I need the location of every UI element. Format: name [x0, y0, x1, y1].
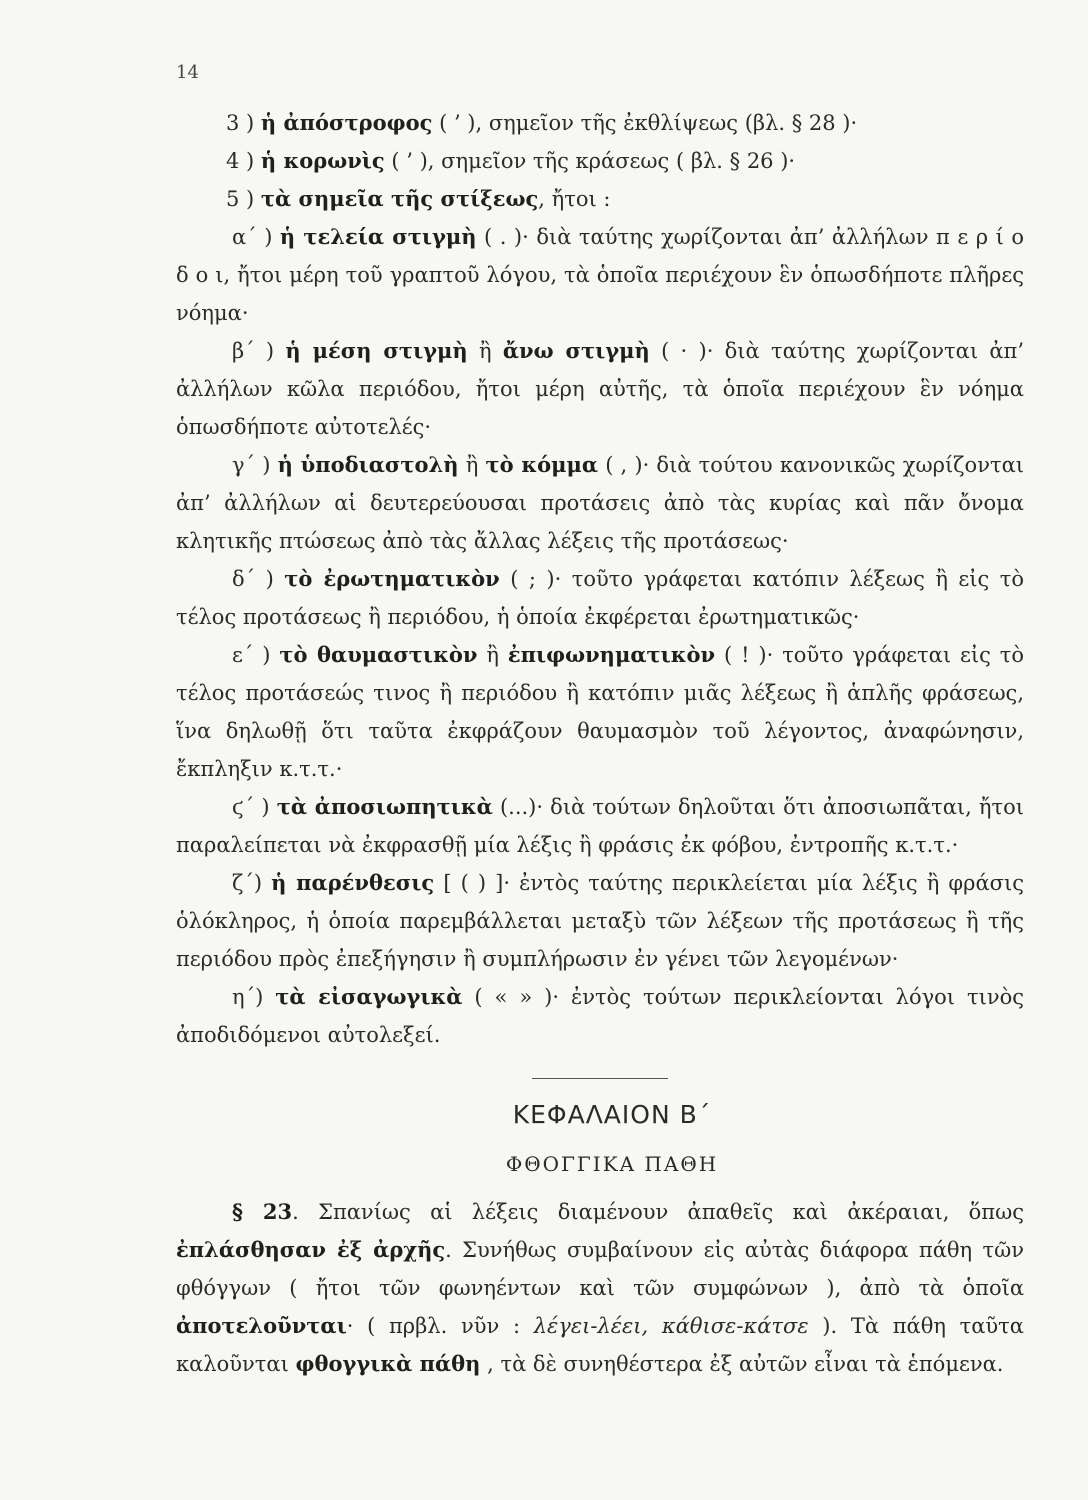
item-text: ( · )· διὰ ταύτης χωρίζονται ἀπ’ ἀλλήλων κῶλα περιόδου, ἤτοι μέρη αὐτῆς, τὰ ὁποῖα περιέχουν ἓν νόημα ὁπωσδήποτε αὐτοτελές·: [176, 339, 1024, 439]
item-5-punctuation: [176, 180, 1024, 218]
section-number: § 23: [232, 1199, 293, 1224]
item-number: α΄ ): [232, 225, 280, 249]
item-text: ( ’ ), σημεῖον τῆς ἐκθλίψεως (βλ. § 28 )·: [432, 111, 858, 135]
item-c-comma: [176, 446, 1024, 560]
term: ἡ τελεία στιγμὴ: [279, 224, 477, 249]
item-text: [ ( ) ]· ἐντὸς ταύτης περικλείεται μία λέξις ἢ φράσις ὁλόκληρος, ἡ ὁποία παρεμβάλλεται μεταξὺ τῶν λέξεων τῆς προτάσεως ἢ τῆς περιόδου πρὸς ἐπεξήγησιν ἢ συμπλήρωσιν ἐν γένει τῶν λεγομένων·: [176, 871, 1024, 971]
item-number: ε΄ ): [232, 643, 280, 667]
item-number: 5 ): [226, 187, 261, 211]
term: τὸ θαυμαστικὸν: [279, 642, 478, 667]
conjunction: ἢ: [458, 453, 486, 477]
item-number: β΄ ): [232, 339, 286, 363]
item-text: ( . )· διὰ ταύτης χωρίζονται ἀπ’ ἀλλήλων: [476, 225, 929, 249]
term: ἡ μέση στιγμὴ: [285, 338, 468, 363]
conjunction: ἢ: [467, 339, 503, 363]
paragraph-text: . Συνήθως συμβαίνουν εἰς αὐτὰς διάφορα πάθη τῶν φθόγγων ( ἤτοι τῶν φωνηέντων καὶ τῶν συμφώνων ), ἀπὸ τὰ ὁποῖα: [176, 1238, 1024, 1300]
term: τὰ εἰσαγωγικὰ: [275, 984, 463, 1009]
term: ἡ ἀπόστροφος: [260, 110, 433, 135]
conjunction: ἢ: [477, 643, 508, 667]
term-alt: τὸ κόμμα: [485, 452, 599, 477]
example-words: λέγει-λέει, κάθισε-κάτσε: [533, 1314, 809, 1338]
item-number: δ΄ ): [232, 567, 285, 591]
item-f-ellipsis: [176, 788, 1024, 864]
term: τὰ ἀποσιωπητικὰ: [276, 794, 493, 819]
paragraph-text: ). Τὰ πάθη ταῦτα καλοῦνται: [176, 1314, 1024, 1376]
section-divider: [532, 1078, 668, 1079]
item-4-coronis: [176, 142, 1024, 180]
term: ἡ κορωνὶς: [260, 148, 385, 173]
paragraph-text: . Σπανίως αἱ λέξεις διαμένουν ἀπαθεῖς καὶ ἀκέραιαι, ὅπως: [292, 1200, 1024, 1224]
item-text: ( ’ ), σημεῖον τῆς κράσεως ( βλ. § 26 )·: [384, 149, 796, 173]
paragraph-text: · ( πρβλ. νῦν :: [346, 1314, 534, 1338]
term: τὸ ἐρωτηματικὸν: [284, 566, 500, 591]
item-e-exclamation: [176, 636, 1024, 788]
body-text: [176, 104, 1024, 1383]
chapter-subtitle: ΦΘΟΓΓΙΚΑ ΠΑΘΗ: [505, 1152, 719, 1176]
item-number: ζ΄): [232, 871, 272, 895]
spaced-term: π ε ρ ί ο δ ο ι: [176, 225, 1024, 287]
item-g-parenthesis: [176, 864, 1024, 978]
item-text: ( ; )· τοῦτο γράφεται κατόπιν λέξεως ἢ εἰς τὸ τέλος προτάσεως ἢ περιόδου, ἡ ὁποία ἐκφέρεται ἐρωτηματικῶς·: [176, 567, 1025, 629]
item-h-quotation-marks: [176, 978, 1024, 1054]
section-23-paragraph: [176, 1193, 1024, 1383]
page-number: 14: [176, 62, 199, 83]
item-text-continued: , ἤτοι μέρη τοῦ γραπτοῦ λόγου, τὰ ὁποῖα περιέχουν ἓν ὁπωσδήποτε πλῆρες νόημα·: [176, 263, 1024, 325]
item-d-question-mark: [176, 560, 1024, 636]
bold-phrase: ἐπλάσθησαν ἐξ ἀρχῆς: [176, 1237, 446, 1262]
term-alt: ἐπιφωνηματικὸν: [507, 642, 716, 667]
term: τὰ σημεῖα τῆς στίξεως: [260, 186, 539, 211]
item-text: ( « » )· ἐντὸς τούτων περικλείονται λόγοι τινὸς ἀποδιδόμενοι αὐτολεξεί.: [176, 985, 1024, 1047]
item-number: 4 ): [226, 149, 261, 173]
item-number: η΄): [232, 985, 276, 1009]
item-text: , ἤτοι :: [538, 187, 611, 211]
item-3-apostrophe: [176, 104, 1024, 142]
bold-phrase: ἀποτελοῦνται: [176, 1313, 347, 1338]
term-alt: ἄνω στιγμὴ: [502, 338, 650, 363]
item-text: ( ! )· τοῦτο γράφεται εἰς τὸ τέλος προτάσεώς τινος ἢ περιόδου ἢ κατόπιν μιᾶς λέξεως ἢ ἁπλῆς φράσεως, ἵνα δηλωθῇ ὅτι ταῦτα ἐκφράζουν θαυμασμὸν τοῦ λέγοντος, ἀναφώνησιν, ἔκπληξιν κ.τ.τ.·: [176, 643, 1025, 781]
item-number: γ΄ ): [232, 453, 278, 477]
term: ἡ ὑποδιαστολὴ: [277, 452, 459, 477]
bold-phrase: φθογγικὰ πάθη: [295, 1351, 481, 1376]
item-a-full-stop: [176, 218, 1024, 332]
term: ἡ παρένθεσις: [271, 870, 435, 895]
item-text: (...)· διὰ τούτων δηλοῦται ὅτι ἀποσιωπᾶται, ἤτοι παραλείπεται νὰ ἐκφρασθῇ μία λέξις ἢ φράσις ἐκ φόβου, ἐντροπῆς κ.τ.τ.·: [176, 795, 1025, 857]
item-number: ϛ΄ ): [232, 795, 277, 819]
item-text: ( , )· διὰ τούτου κανονικῶς χωρίζονται ἀπ’ ἀλλήλων αἱ δευτερεύουσαι προτάσεις ἀπὸ τὰς κυρίας καὶ πᾶν ὄνομα κλητικῆς πτώσεως ἀπὸ τὰς ἄλλας λέξεις τῆς προτάσεως·: [176, 453, 1024, 553]
paragraph-text: , τὰ δὲ συνηθέστερα ἐξ αὐτῶν εἶναι τὰ ἑπόμενα.: [480, 1352, 1004, 1376]
chapter-title: ΚΕΦΑΛΑΙΟΝ Β΄: [512, 1100, 712, 1129]
item-b-middle-dot: [176, 332, 1024, 446]
item-number: 3 ): [226, 111, 261, 135]
